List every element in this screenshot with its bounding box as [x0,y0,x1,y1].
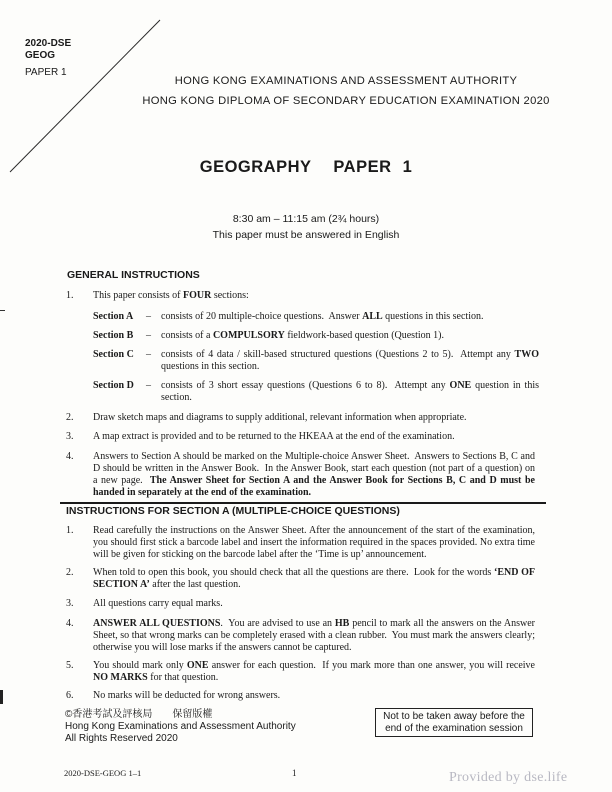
section-a-item-1-number: 1. [66,525,74,536]
watermark: Provided by dse.life [449,770,568,785]
authority-name: HONG KONG EXAMINATIONS AND ASSESSMENT AUTHORITY [174,75,518,87]
section-a-item-5-number: 5. [66,660,74,671]
page-number: 1 [292,768,297,778]
section-b-dash: – [146,330,151,341]
section-d-description: consists of 3 short essay questions (Questions 6 to 8). Attempt any ONE question in this section. [161,380,539,403]
copyright-block [65,709,296,745]
page-title: GEOGRAPHY PAPER 1 [199,158,413,176]
notice-line-2: end of the examination session [385,723,523,734]
section-a-dash: – [146,311,151,322]
section-a-item-3-text: All questions carry equal marks. [93,598,223,609]
copyright-rights: All Rights Reserved 2020 [65,733,178,744]
general-item-3-number: 3. [66,431,74,442]
exam-name: HONG KONG DIPLOMA OF SECONDARY EDUCATION EXAMINATION 2020 [142,95,550,107]
footer-code: 2020-DSE-GEOG 1–1 [64,768,142,778]
section-a-item-2-number: 2. [66,567,74,578]
general-item-1-number: 1. [66,290,74,301]
section-a-item-4-number: 4. [66,618,74,629]
section-a-instructions-heading: INSTRUCTIONS FOR SECTION A (MULTIPLE-CHOICE QUESTIONS) [66,505,400,517]
section-a-description: consists of 20 multiple-choice questions. Answer ALL questions in this section. [161,311,484,322]
section-b-label: Section B [93,330,134,341]
general-item-3-text: A map extract is provided and to be returned to the HKEAA at the end of the examination. [93,431,455,442]
exam-code: 2020-DSE [25,38,72,49]
paper-number: PAPER 1 [25,67,67,78]
copyright-chinese: ©香港考試及評核局 保留版權 [65,709,213,720]
section-a-item-3-number: 3. [66,598,74,609]
paper-code-block [25,38,71,79]
section-a-item-4-text: ANSWER ALL QUESTIONS. You are advised to use an HB pencil to mark all the answers on the Answer Sheet, so that wrong marks can be completely erased with a clean rubber. You must mark the answers clearly; otherwise you will lose marks if the answers cannot be captured. [93,618,535,653]
margin-binding-mark [0,690,3,704]
section-a-label: Section A [93,311,134,322]
section-d-dash: – [146,380,151,391]
section-a-item-6-number: 6. [66,690,74,701]
section-a-item-5-text: You should mark only ONE answer for each question. If you mark more than one answer, you will receive NO MARKS for that question. [93,660,535,683]
language-note: This paper must be answered in English [212,229,400,241]
exam-time: 8:30 am – 11:15 am (2¾ hours) [232,213,380,225]
section-c-dash: – [146,349,151,360]
section-a-item-1-text: Read carefully the instructions on the Answer Sheet. After the announcement of the start of the examination, you should first stick a barcode label and insert the information required in the spaces provided. No extra time will be given for sticking on the barcode label after the ‘Time is up’ announcement. [93,525,535,560]
section-b-description: consists of a COMPULSORY fieldwork-based question (Question 1). [161,330,444,341]
margin-tick-mark [0,310,5,311]
section-c-description: consists of 4 data / skill-based structured questions (Questions 2 to 5). Attempt any TWO questions in this section. [161,349,539,372]
general-item-2-text: Draw sketch maps and diagrams to supply additional, relevant information when appropriate. [93,412,467,423]
copyright-authority: Hong Kong Examinations and Assessment Authority [65,721,296,732]
section-d-label: Section D [93,380,134,391]
notice-line-1: Not to be taken away before the [383,711,525,722]
general-item-4-number: 4. [66,451,74,462]
general-item-1-text: This paper consists of FOUR sections: [93,290,249,301]
general-item-4-text: Answers to Section A should be marked on the Multiple-choice Answer Sheet. Answers to Sections B, C and D should be written in the Answer Book. In the Answer Book, start each question (not part of a question) on a new page. The Answer Sheet for Section A and the Answer Book for Sections B, C and D must be handed in separately at the end of the examination. [93,451,535,498]
general-instructions-heading: GENERAL INSTRUCTIONS [67,269,200,281]
general-item-2-number: 2. [66,412,74,423]
section-a-item-2-text: When told to open this book, you should check that all the questions are there. Look for the words ‘END OF SECTION A’ after the last question. [93,567,535,590]
section-c-label: Section C [93,349,134,360]
section-a-item-6-text: No marks will be deducted for wrong answers. [93,690,281,701]
section-divider [60,502,546,504]
subject-code: GEOG [25,50,56,61]
notice-box [375,708,533,737]
